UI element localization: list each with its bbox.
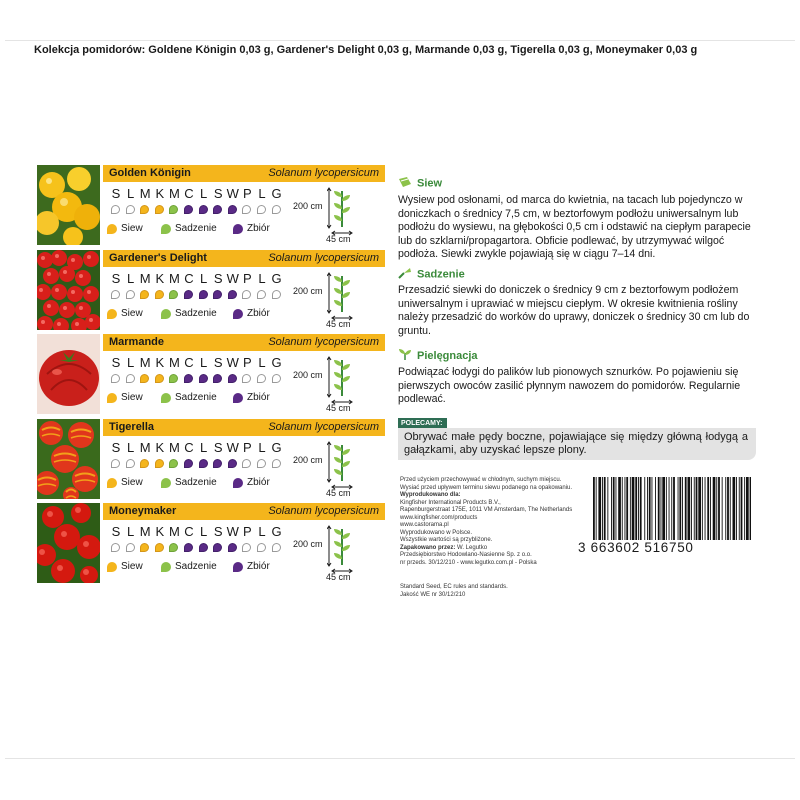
- plant-height: 200 cm: [293, 201, 323, 211]
- month-letter: S: [213, 186, 223, 201]
- month-letter: L: [258, 524, 266, 539]
- schedule-dot: [140, 543, 149, 552]
- barcode-bar: [716, 477, 717, 540]
- siew-icon: [107, 224, 117, 234]
- schedule-dot: [169, 374, 178, 383]
- fine-print-values: Wszystkie wartości są przybliżone.: [400, 537, 493, 543]
- month-letter: S: [111, 355, 121, 370]
- variety-card: [37, 419, 385, 499]
- barcode-bar: [669, 477, 670, 540]
- schedule-dot: [111, 205, 120, 214]
- month-letter: M: [168, 271, 180, 286]
- month-letter: S: [213, 524, 223, 539]
- month-letter: K: [155, 271, 165, 286]
- barcode-bar: [602, 477, 603, 540]
- barcode-bar: [596, 477, 597, 540]
- plant-width: 45 cm: [326, 234, 351, 244]
- legend-sadzenie-label: Sadzenie: [175, 392, 217, 403]
- month-letter: L: [258, 440, 266, 455]
- plant-height: 200 cm: [293, 539, 323, 549]
- sadzenie-icon: [161, 478, 171, 488]
- schedule-dot: [140, 290, 149, 299]
- month-letter: S: [111, 271, 121, 286]
- sadzenie-icon: [161, 309, 171, 319]
- variety-photo-striped-tomatoes: [37, 419, 100, 499]
- legend-sadzenie-label: Sadzenie: [175, 561, 217, 572]
- barcode-bar: [644, 477, 645, 540]
- schedule-dot: [213, 290, 222, 299]
- fine-print-deadline: Wysiać przed upływem terminu siewu podanego na opakowaniu.: [400, 484, 573, 491]
- variety-photo-cherry-tomatoes: [37, 250, 100, 330]
- barcode-bar: [662, 477, 665, 540]
- schedule-dot: [199, 290, 208, 299]
- barcode-bar: [658, 477, 660, 540]
- plant-size-icon: [327, 441, 353, 491]
- barcode-bar: [652, 477, 653, 540]
- month-letter: M: [139, 271, 151, 286]
- month-letter: S: [111, 524, 121, 539]
- month-letter: K: [155, 524, 165, 539]
- barcode-bar: [626, 477, 628, 540]
- barcode-bar: [607, 477, 608, 540]
- barcode-bar: [666, 477, 667, 540]
- schedule-dot: [111, 374, 120, 383]
- seed-packet-icon: [398, 176, 412, 191]
- month-letter: C: [184, 186, 194, 201]
- sadzenie-icon: [161, 393, 171, 403]
- schedule-dot: [257, 374, 266, 383]
- barcode-bar: [696, 477, 698, 540]
- month-letter: W: [226, 186, 239, 201]
- month-letter: L: [199, 186, 208, 201]
- barcode-bar: [671, 477, 672, 540]
- month-letter: M: [139, 355, 151, 370]
- fine-print-quality: Jakość WE nr 30/12/210: [400, 591, 466, 598]
- barcode-bar: [685, 477, 687, 540]
- schedule-dot: [242, 543, 251, 552]
- schedule-dot: [213, 459, 222, 468]
- fine-print-url-kingfisher: www.kingfisher.com/products: [400, 514, 478, 521]
- month-letter: M: [139, 440, 151, 455]
- month-letter: G: [271, 440, 282, 455]
- schedule-dot: [213, 374, 222, 383]
- month-letter: S: [213, 440, 223, 455]
- schedule-dot: [242, 205, 251, 214]
- plant-height: 200 cm: [293, 455, 323, 465]
- variety-latin-name: Solanum lycopersicum: [268, 336, 379, 348]
- variety-header: [103, 165, 385, 182]
- month-letter: W: [226, 440, 239, 455]
- barcode-bar: [710, 477, 711, 540]
- schedule-dot: [111, 459, 120, 468]
- month-letter: G: [271, 355, 282, 370]
- zbior-icon: [233, 478, 243, 488]
- month-letter: S: [213, 355, 223, 370]
- barcode-bar: [638, 477, 639, 540]
- polecamy-text: Obrywać małe pędy boczne, pojawiające się między główną łodygą a gałązkami, aby uzyskać lepsze plony.: [404, 431, 748, 456]
- siew-icon: [107, 562, 117, 572]
- plant-width: 45 cm: [326, 572, 351, 582]
- schedule-dot: [257, 459, 266, 468]
- barcode: [593, 477, 751, 540]
- variety-photo-red-tomatoes: [37, 503, 100, 583]
- month-letter: L: [126, 355, 135, 370]
- sadzenie-text: Przesadzić siewki do doniczek o średnicy 9 cm z beztorfowym podłożem uniwersalnym i uprawiać w miejscu ciepłym. W okresie kwitnienia rośliny należy przesadzić do worków do uprawy, doniczek o średnicy 30 cm lub do gruntu.: [398, 284, 750, 337]
- schedule-dot: [140, 205, 149, 214]
- barcode-bar: [733, 477, 736, 540]
- plant-height: 200 cm: [293, 286, 323, 296]
- plant-height: 200 cm: [293, 370, 323, 380]
- month-letter: L: [258, 186, 266, 201]
- barcode-bar: [635, 477, 637, 540]
- barcode-bar: [730, 477, 731, 540]
- month-letter: L: [258, 355, 266, 370]
- variety-name: Marmande: [109, 336, 165, 348]
- month-letter: L: [126, 524, 135, 539]
- schedule-dot: [169, 290, 178, 299]
- schedule-dot: [184, 459, 193, 468]
- schedule-dot: [140, 459, 149, 468]
- month-letter: L: [199, 524, 208, 539]
- barcode-bar: [679, 477, 681, 540]
- polecamy-label: POLECAMY:: [401, 420, 443, 427]
- schedule-dot: [126, 459, 135, 468]
- schedule-dot: [272, 374, 281, 383]
- variety-header: [103, 334, 385, 351]
- variety-photo-beefsteak-tomato: [37, 334, 100, 414]
- barcode-bar: [618, 477, 621, 540]
- barcode-bar: [630, 477, 631, 540]
- fine-print-storage: Przed użyciem przechowywać w chłodnym, suchym miejscu.: [400, 477, 562, 483]
- barcode-bar: [691, 477, 692, 540]
- schedule-dot: [257, 205, 266, 214]
- sprout-icon: [398, 348, 412, 364]
- barcode-bar: [744, 477, 745, 540]
- plant-width: 45 cm: [326, 403, 351, 413]
- barcode-bar: [727, 477, 729, 540]
- month-letter: G: [271, 186, 282, 201]
- variety-header: [103, 250, 385, 267]
- fine-print-url-castorama: www.castorama.pl: [400, 522, 449, 528]
- variety-card: [37, 334, 385, 414]
- month-letter: G: [271, 524, 282, 539]
- month-letter: L: [199, 355, 208, 370]
- month-letter: C: [184, 355, 194, 370]
- legend-sadzenie-label: Sadzenie: [175, 308, 217, 319]
- month-letter: K: [155, 186, 165, 201]
- schedule-dot: [228, 374, 237, 383]
- zbior-icon: [233, 224, 243, 234]
- schedule-dot: [213, 543, 222, 552]
- barcode-bar: [649, 477, 651, 540]
- polecamy-box: [398, 428, 756, 460]
- variety-latin-name: Solanum lycopersicum: [268, 167, 379, 179]
- schedule-dot: [126, 374, 135, 383]
- month-letter: S: [213, 271, 223, 286]
- fine-print-standards: [400, 584, 590, 599]
- barcode-bar: [702, 477, 703, 540]
- schedule-dot: [228, 459, 237, 468]
- legend-sadzenie-label: Sadzenie: [175, 223, 217, 234]
- schedule-dot: [199, 205, 208, 214]
- sadzenie-heading: [398, 267, 465, 282]
- schedule-dot: [213, 205, 222, 214]
- schedule-dot: [199, 374, 208, 383]
- month-letter: W: [226, 355, 239, 370]
- barcode-bar: [604, 477, 606, 540]
- top-divider: [5, 40, 795, 41]
- barcode-bar: [718, 477, 720, 540]
- barcode-bar: [616, 477, 617, 540]
- legend-zbior-label: Zbiór: [247, 392, 270, 403]
- variety-card: [37, 503, 385, 583]
- month-letter: M: [168, 186, 180, 201]
- variety-latin-name: Solanum lycopersicum: [268, 421, 379, 433]
- month-letter: M: [168, 440, 180, 455]
- fine-print-address: Rapenburgerstraat 175E, 1011 VM Amsterdam, The Netherlands: [400, 507, 573, 513]
- variety-latin-name: Solanum lycopersicum: [268, 252, 379, 264]
- month-letter: W: [226, 524, 239, 539]
- variety-photo-yellow-tomatoes: [37, 165, 100, 245]
- month-letter: L: [126, 271, 135, 286]
- variety-name: Tigerella: [109, 421, 155, 433]
- schedule-dot: [199, 543, 208, 552]
- schedule-dot: [155, 459, 164, 468]
- month-letter: P: [243, 186, 252, 201]
- schedule-dot: [184, 205, 193, 214]
- month-letter: S: [111, 186, 121, 201]
- siew-text: Wysiew pod osłonami, od marca do kwietnia, na tacach lub pojedynczo w doniczkach o średnicy 7,5 cm, w beztorfowym podłożu uniwersalnym lub podłożu do wysiewu, na głębokości 0,5 cm i odstawić na ciepłym parapecie lub do szklarni/propagartora. Obficie podlewać, by utrzymywać wilgoć podłoża. Siewki zwykle pojawiają się w ciągu 7–14 dni.: [398, 194, 751, 261]
- legend-sadzenie-label: Sadzenie: [175, 477, 217, 488]
- variety-name: Golden Königin: [109, 167, 191, 179]
- schedule-dot: [169, 205, 178, 214]
- schedule-dot: [242, 374, 251, 383]
- month-letter: M: [139, 186, 151, 201]
- fine-print-made-in: Wyprodukowano w Polsce.: [400, 529, 472, 536]
- siew-icon: [107, 309, 117, 319]
- barcode-bar: [655, 477, 656, 540]
- variety-header: [103, 503, 385, 520]
- month-letter: C: [184, 271, 194, 286]
- plant-size-icon: [327, 356, 353, 406]
- schedule-dot: [126, 543, 135, 552]
- month-letter: C: [184, 524, 194, 539]
- legend-zbior-label: Zbiór: [247, 308, 270, 319]
- barcode-bar: [611, 477, 612, 540]
- barcode-bar: [622, 477, 623, 540]
- month-letter: L: [126, 440, 135, 455]
- barcode-bar: [694, 477, 695, 540]
- schedule-dot: [242, 459, 251, 468]
- variety-header: [103, 419, 385, 436]
- barcode-bar: [632, 477, 635, 540]
- schedule-dot: [155, 374, 164, 383]
- schedule-dot: [169, 543, 178, 552]
- barcode-number: 3 663602 516750: [578, 540, 694, 555]
- siew-icon: [107, 393, 117, 403]
- schedule-dot: [140, 374, 149, 383]
- plant-size-icon: [327, 272, 353, 322]
- barcode-bar: [678, 477, 679, 540]
- variety-card: [37, 165, 385, 245]
- schedule-dot: [155, 290, 164, 299]
- schedule-dot: [111, 290, 120, 299]
- month-letter: K: [155, 355, 165, 370]
- schedule-dot: [257, 543, 266, 552]
- month-letter: L: [126, 186, 135, 201]
- barcode-bar: [593, 477, 595, 540]
- month-letter: P: [243, 355, 252, 370]
- schedule-dot: [242, 290, 251, 299]
- zbior-icon: [233, 562, 243, 572]
- month-letter: K: [155, 440, 165, 455]
- month-letter: G: [271, 271, 282, 286]
- month-letter: P: [243, 271, 252, 286]
- month-letter: S: [111, 440, 121, 455]
- schedule-dot: [272, 205, 281, 214]
- schedule-dot: [111, 543, 120, 552]
- schedule-dot: [228, 543, 237, 552]
- legend-zbior-label: Zbiór: [247, 223, 270, 234]
- plant-size-icon: [327, 187, 353, 237]
- barcode-bar: [598, 477, 601, 540]
- variety-name: Gardener's Delight: [109, 252, 207, 264]
- barcode-bar: [625, 477, 626, 540]
- siew-heading: [398, 176, 442, 191]
- month-letter: C: [184, 440, 194, 455]
- legend-siew-label: Siew: [121, 392, 143, 403]
- legend-zbior-label: Zbiór: [247, 477, 270, 488]
- pielegnacja-title: Pielęgnacja: [417, 349, 478, 362]
- barcode-bar: [673, 477, 675, 540]
- sadzenie-icon: [161, 224, 171, 234]
- month-letter: M: [168, 355, 180, 370]
- plant-width: 45 cm: [326, 488, 351, 498]
- schedule-dot: [184, 543, 193, 552]
- trowel-icon: [398, 267, 412, 282]
- variety-latin-name: Solanum lycopersicum: [268, 505, 379, 517]
- barcode-bar: [707, 477, 709, 540]
- legend-siew-label: Siew: [121, 477, 143, 488]
- barcode-bar: [640, 477, 642, 540]
- fine-print-packer-company: Przedsiębiorstwo Hodowlano-Nasienne Sp. z o.o.: [400, 552, 532, 558]
- sadzenie-title: Sadzenie: [417, 268, 465, 281]
- fine-print-produced-label: Wyprodukowano dla:: [400, 492, 461, 498]
- barcode-bar: [722, 477, 723, 540]
- plant-size-icon: [327, 525, 353, 575]
- legend-zbior-label: Zbiór: [247, 561, 270, 572]
- bottom-divider: [5, 758, 795, 759]
- barcode-bar: [698, 477, 701, 540]
- schedule-dot: [272, 290, 281, 299]
- barcode-bar: [613, 477, 615, 540]
- variety-card: [37, 250, 385, 330]
- month-letter: P: [243, 524, 252, 539]
- page-title: Kolekcja pomidorów: Goldene Königin 0,03 g, Gardener's Delight 0,03 g, Marmande 0,03 g, Tigerella 0,03 g, Moneymaker 0,03 g: [34, 44, 698, 56]
- barcode-bar: [682, 477, 683, 540]
- barcode-bar: [661, 477, 662, 540]
- barcode-bar: [750, 477, 751, 540]
- fine-print: [400, 477, 590, 567]
- month-letter: M: [168, 524, 180, 539]
- barcode-bar: [746, 477, 749, 540]
- zbior-icon: [233, 309, 243, 319]
- month-letter: L: [258, 271, 266, 286]
- schedule-dot: [184, 290, 193, 299]
- fine-print-packed-label: Zapakowano przez:: [400, 544, 456, 551]
- barcode-bar: [713, 477, 716, 540]
- barcode-bar: [736, 477, 737, 540]
- fine-print-packer-reg: nr przeds. 30/12/210 - www.legutko.com.pl - Polska: [400, 559, 537, 566]
- barcode-bar: [647, 477, 648, 540]
- month-letter: W: [226, 271, 239, 286]
- schedule-dot: [126, 290, 135, 299]
- schedule-dot: [199, 459, 208, 468]
- fine-print-packer: W. Legutko: [457, 544, 488, 551]
- siew-icon: [107, 478, 117, 488]
- variety-name: Moneymaker: [109, 505, 177, 517]
- zbior-icon: [233, 393, 243, 403]
- pielegnacja-heading: [398, 348, 478, 364]
- schedule-dot: [155, 543, 164, 552]
- barcode-bar: [739, 477, 740, 540]
- month-letter: L: [199, 271, 208, 286]
- month-letter: M: [139, 524, 151, 539]
- schedule-dot: [169, 459, 178, 468]
- siew-title: Siew: [417, 177, 443, 190]
- month-letter: P: [243, 440, 252, 455]
- legend-siew-label: Siew: [121, 308, 143, 319]
- schedule-dot: [272, 459, 281, 468]
- barcode-bar: [741, 477, 743, 540]
- schedule-dot: [228, 290, 237, 299]
- legend-siew-label: Siew: [121, 561, 143, 572]
- barcode-bar: [725, 477, 726, 540]
- plant-width: 45 cm: [326, 319, 351, 329]
- schedule-dot: [155, 205, 164, 214]
- sadzenie-icon: [161, 562, 171, 572]
- schedule-dot: [257, 290, 266, 299]
- legend-siew-label: Siew: [121, 223, 143, 234]
- schedule-dot: [126, 205, 135, 214]
- schedule-dot: [228, 205, 237, 214]
- barcode-bar: [688, 477, 691, 540]
- fine-print-standard: Standard Seed, EC rules and standards.: [400, 584, 508, 590]
- month-letter: L: [199, 440, 208, 455]
- pielegnacja-text: Podwiązać łodygi do palików lub pionowych sznurków. Po pojawieniu się pierwszych owoców zasilić płynnym nawozem do pomidorów. Regularnie podlewać.: [398, 366, 741, 406]
- barcode-bar: [705, 477, 706, 540]
- fine-print-company: Kingfisher International Products B.V.,: [400, 499, 501, 506]
- schedule-dot: [184, 374, 193, 383]
- schedule-dot: [272, 543, 281, 552]
